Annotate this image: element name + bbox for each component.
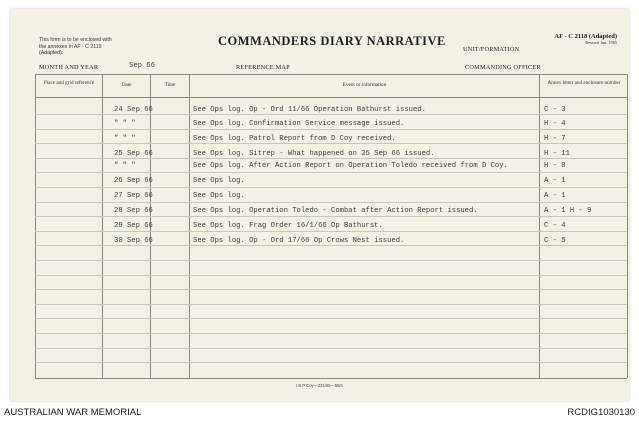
ruled-line (35, 202, 627, 203)
row-event: See Ops log. Confirmation Service message issued. (193, 120, 405, 128)
header-date: Date (121, 82, 132, 88)
header-annex: Annex letter and enclosure number (547, 80, 621, 86)
row-date: 26 Sep 66 (114, 177, 153, 185)
row-event: See Ops log. Patrol Report from D Coy received. (193, 135, 396, 143)
row-event: See Ops log. After Action Report on Operation Toledo received from D Coy. (193, 162, 508, 170)
ruled-line (35, 304, 627, 305)
header-event: Event or information (342, 82, 387, 88)
enclosure-note: This form is to be enclosed with the annexes in AF - C 2119 (Adapted). (39, 37, 112, 57)
printer-line: I B P Coy—231/65—55m (296, 383, 343, 388)
row-annex: H - 7 (544, 135, 566, 143)
row-event: See Ops log. (193, 192, 245, 200)
header-place: Place and grid reference (43, 80, 95, 86)
form-code: AF - C 2118 (Adapted) (554, 33, 617, 40)
credit-right: RCDIG1030130 (567, 407, 635, 418)
table-bottom-border (35, 378, 627, 379)
ruled-line (35, 260, 627, 261)
row-event: See Ops log. Op - Ord 11/66 Operation Bathurst issued. (193, 106, 426, 114)
commanding-officer-label: COMMANDING OFFICER (465, 64, 541, 71)
row-annex: A - 1 (544, 177, 566, 185)
row-annex: H - 8 (544, 162, 566, 170)
row-annex: A - 1 (544, 192, 566, 200)
ruled-line (35, 348, 627, 349)
row-event: See Ops log. (193, 177, 245, 185)
row-date: " " " (114, 120, 136, 128)
ruled-line (35, 187, 627, 188)
row-annex: C - 5 (544, 237, 566, 245)
ruled-line (35, 333, 627, 334)
ruled-line (35, 172, 627, 173)
ruled-line (35, 318, 627, 319)
row-date: " " " (114, 135, 136, 143)
table-right-border (627, 74, 628, 378)
row-date: 30 Sep 66 (114, 237, 153, 245)
revised-date: Revised Jun. 1965 (585, 40, 617, 45)
diary-sheet (10, 9, 629, 401)
ruled-line (35, 275, 627, 276)
header-time: Time (164, 82, 176, 88)
credit-left: AUSTRALIAN WAR MEMORIAL (4, 407, 142, 418)
row-date: 28 Sep 66 (114, 207, 153, 215)
row-annex: A - 1 H - 9 (544, 207, 592, 215)
row-annex: H - 11 (544, 150, 570, 158)
row-annex: C - 3 (544, 106, 566, 114)
row-event: See Ops log. Sitrep - What happened on 25 Sep 66 issued. (193, 150, 435, 158)
row-annex: C - 4 (544, 222, 566, 230)
row-event: See Ops log. Frag Order 16/1/66 Op Bathurst. (193, 222, 383, 230)
form-title: COMMANDERS DIARY NARRATIVE (218, 34, 446, 48)
reference-map-label: REFERENCE MAP (236, 64, 290, 71)
row-event: See Ops log. Op - Ord 17/66 Op Crows Nest issued. (193, 237, 405, 245)
ruled-line (35, 216, 627, 217)
row-date: 27 Sep 66 (114, 192, 153, 200)
row-date: " " " (114, 162, 136, 170)
ruled-line (35, 362, 627, 363)
ruled-line (35, 289, 627, 290)
month-year-value: Sep 66 (129, 62, 155, 70)
row-annex: H - 4 (544, 120, 566, 128)
row-event: See Ops log. Operation Toledo - Combat after Action Report issued. (193, 207, 478, 215)
row-date: 25 Sep 66 (114, 150, 153, 158)
unit-formation-label: UNIT/FORMATION (463, 46, 520, 53)
row-date: 24 Sep 66 (114, 106, 153, 114)
row-date: 29 Sep 66 (114, 222, 153, 230)
form-code-block (554, 33, 617, 45)
month-year-label: MONTH AND YEAR (39, 64, 99, 71)
